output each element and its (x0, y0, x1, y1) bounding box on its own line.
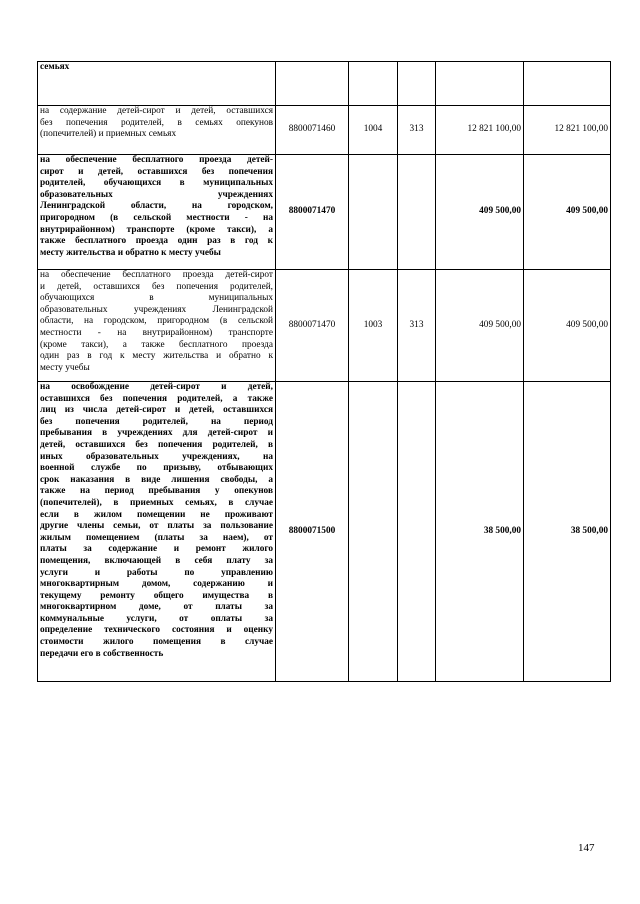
description-line: семьях (40, 62, 70, 72)
amount-cell (524, 62, 611, 106)
description-line: Ленинградской области, на городском, (40, 201, 273, 212)
table-row (38, 155, 611, 270)
description-line: иных образовательных учреждениях, на (40, 451, 273, 462)
type-cell: 313 (398, 270, 436, 382)
description-line: месту учебы (40, 362, 90, 373)
description-line: также бесплатного проезда один раз в год к (40, 236, 273, 247)
amount-cell: 409 500,00 (524, 270, 611, 382)
table-row (38, 62, 611, 106)
amount-cell: 409 500,00 (436, 155, 524, 270)
description-cell (38, 270, 276, 382)
table-row (38, 382, 611, 682)
description-line: области, на городском, пригородном (в сельской (40, 316, 273, 327)
description-line: без попечения родителей, на период (40, 416, 273, 427)
page-number: 147 (578, 842, 595, 854)
type-cell: 313 (398, 106, 436, 155)
description-line: один раз в год к месту жительства и обратно к (40, 351, 273, 362)
amount-cell: 38 500,00 (524, 382, 611, 682)
description-cell (38, 106, 276, 155)
section-cell: 1003 (349, 270, 398, 382)
section-cell (349, 382, 398, 682)
description-line: обучающихся в муниципальных (40, 293, 273, 304)
description-line: местности - на внутрирайонном) транспорте (40, 327, 273, 338)
description-line: образовательных учреждениях (40, 189, 273, 200)
description-line: военной службе по призыву, отбывающих (40, 463, 273, 474)
description-cell (38, 155, 276, 270)
description-line: пригородном (в сельской местности - на (40, 212, 273, 223)
type-cell (398, 382, 436, 682)
description-line: другие члены семьи, от платы за пользование (40, 521, 273, 532)
code-cell: 8800071470 (276, 155, 349, 270)
type-cell (398, 62, 436, 106)
code-cell (276, 62, 349, 106)
amount-cell: 12 821 100,00 (524, 106, 611, 155)
description-line: сирот и детей, оставшихся без попечения (40, 166, 273, 177)
description-line: определение технического состояния и оценку (40, 625, 273, 636)
amount-cell: 12 821 100,00 (436, 106, 524, 155)
amount-cell: 38 500,00 (436, 382, 524, 682)
description-line: на содержание детей-сирот и детей, оставшихся (40, 106, 273, 116)
description-cell (38, 62, 276, 106)
code-cell: 8800071460 (276, 106, 349, 155)
description-line: платы за содержание и ремонт жилого (40, 544, 273, 555)
description-line: лиц из числа детей-сирот и детей, оставшихся (40, 405, 273, 416)
description-line: стоимости жилого помещения в случае (40, 637, 273, 648)
description-line: без попечения родителей, в семьях опекунов (40, 117, 273, 128)
description-line: также на период пребывания у опекунов (40, 486, 273, 497)
description-line: жилым помещением (платы за наем), от (40, 532, 273, 543)
description-line: (кроме такси), а также бесплатного проезда (40, 339, 273, 350)
description-cell (38, 382, 276, 682)
table-row (38, 106, 611, 155)
section-cell (349, 62, 398, 106)
description-line: месту жительства и обратно к месту учебы (40, 247, 221, 258)
description-line: на освобождение детей-сирот и детей, (40, 382, 273, 392)
description-line: образовательных учреждениях Ленинградской (40, 304, 273, 315)
description-line: детей, оставшихся без попечения родителей, в (40, 439, 273, 450)
section-cell: 1004 (349, 106, 398, 155)
section-cell (349, 155, 398, 270)
table-row (38, 270, 611, 382)
description-line: если в жилом помещении не проживают (40, 509, 273, 520)
description-line: пребывания в учреждениях для детей-сирот и (40, 428, 273, 439)
code-cell: 8800071500 (276, 382, 349, 682)
amount-cell: 409 500,00 (524, 155, 611, 270)
description-line: родителей, обучающихся в муниципальных (40, 178, 273, 189)
amount-cell: 409 500,00 (436, 270, 524, 382)
type-cell (398, 155, 436, 270)
code-cell: 8800071470 (276, 270, 349, 382)
description-line: оставшихся без попечения родителей, а также (40, 393, 273, 404)
description-line: на обеспечение бесплатного проезда детей-сирот (40, 270, 273, 280)
description-line: многоквартирном доме, от платы за (40, 602, 273, 613)
description-line: передачи его в собственность (40, 648, 164, 659)
description-line: текущему ремонту общего имущества в (40, 590, 273, 601)
description-line: срок наказания в виде лишения свободы, а (40, 474, 273, 485)
description-line: помещения, включающей в себя плату за (40, 555, 273, 566)
description-line: внутрирайонном) транспорте (кроме такси), а (40, 224, 273, 235)
description-line: (попечителей) и приемных семьях (40, 129, 177, 140)
amount-cell (436, 62, 524, 106)
description-line: и детей, оставшихся без попечения родителей, (40, 281, 273, 292)
description-line: многоквартирным домом, содержанию и (40, 579, 273, 590)
budget-table (37, 61, 611, 682)
description-line: услуги и работы по управлению (40, 567, 273, 578)
description-line: коммунальные услуги, от оплаты за (40, 613, 273, 624)
description-line: (попечителей), в приемных семьях, в случае (40, 497, 273, 508)
description-line: на обеспечение бесплатного проезда детей- (40, 155, 273, 165)
